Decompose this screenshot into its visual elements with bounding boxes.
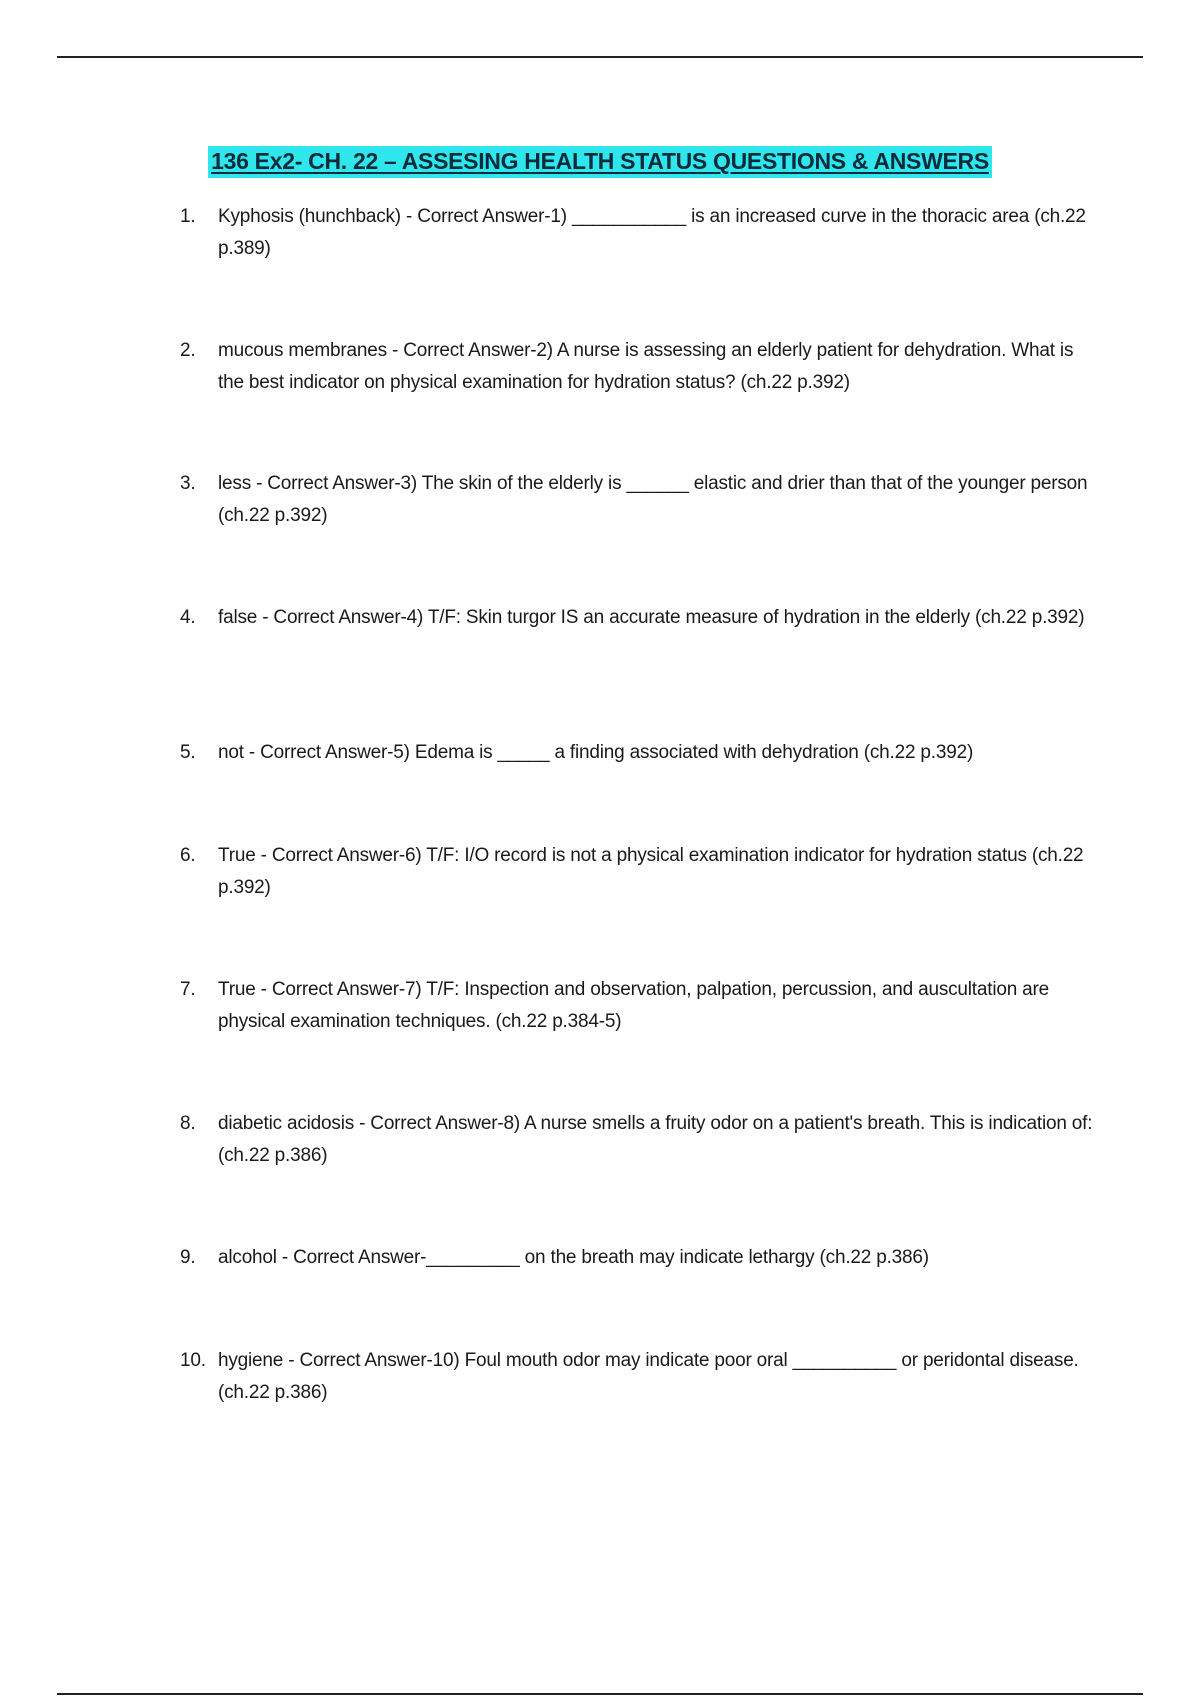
item-number: 10. (180, 1350, 206, 1371)
list-item (180, 1108, 1100, 1172)
list-item (180, 335, 1100, 399)
list-item (180, 737, 1100, 769)
list-item (180, 201, 1100, 265)
item-text: alcohol - Correct Answer-_________ on the breath may indicate lethargy (ch.22 p.386) (218, 1247, 929, 1268)
list-item (180, 1345, 1100, 1409)
item-text: True - Correct Answer-6) T/F: I/O record is not a physical examination indicator for hydration status (ch.22 p.392) (218, 845, 1084, 898)
item-number: 1. (180, 206, 196, 227)
item-text: false - Correct Answer-4) T/F: Skin turgor IS an accurate measure of hydration in the elderly (ch.22 p.392) (218, 607, 1085, 628)
item-number: 6. (180, 845, 196, 866)
list-item (180, 602, 1100, 634)
item-text: mucous membranes - Correct Answer-2) A nurse is assessing an elderly patient for dehydration. What is the best indicator on physical examination for hydration status? (ch.22 p.392) (218, 340, 1074, 393)
item-text: Kyphosis (hunchback) - Correct Answer-1) ___________ is an increased curve in the thoracic area (ch.22 p.389) (218, 206, 1086, 259)
item-text: True - Correct Answer-7) T/F: Inspection and observation, palpation, percussion, and auscultation are physical examination techniques. (ch.22 p.384-5) (218, 979, 1050, 1032)
item-text: less - Correct Answer-3) The skin of the elderly is ______ elastic and drier than that of the younger person (ch.22 p.392) (218, 473, 1088, 526)
list-item (180, 840, 1100, 904)
document-title: 136 Ex2- CH. 22 – ASSESING HEALTH STATUS QUESTIONS & ANSWERS (208, 146, 992, 178)
item-number: 7. (180, 979, 196, 1000)
list-item (180, 1242, 1100, 1274)
item-text: not - Correct Answer-5) Edema is _____ a finding associated with dehydration (ch.22 p.392) (218, 742, 974, 763)
item-number: 2. (180, 340, 196, 361)
item-number: 4. (180, 607, 196, 628)
item-text: hygiene - Correct Answer-10) Foul mouth odor may indicate poor oral __________ or peridontal disease. (ch.22 p.386) (218, 1350, 1079, 1403)
item-text: diabetic acidosis - Correct Answer-8) A nurse smells a fruity odor on a patient's breath. This is indication of: (ch.22 p.386) (218, 1113, 1093, 1166)
item-number: 8. (180, 1113, 196, 1134)
list-item (180, 468, 1100, 532)
list-item (180, 974, 1100, 1038)
bottom-divider (57, 1693, 1143, 1695)
item-number: 3. (180, 473, 196, 494)
item-number: 9. (180, 1247, 196, 1268)
item-number: 5. (180, 742, 196, 763)
